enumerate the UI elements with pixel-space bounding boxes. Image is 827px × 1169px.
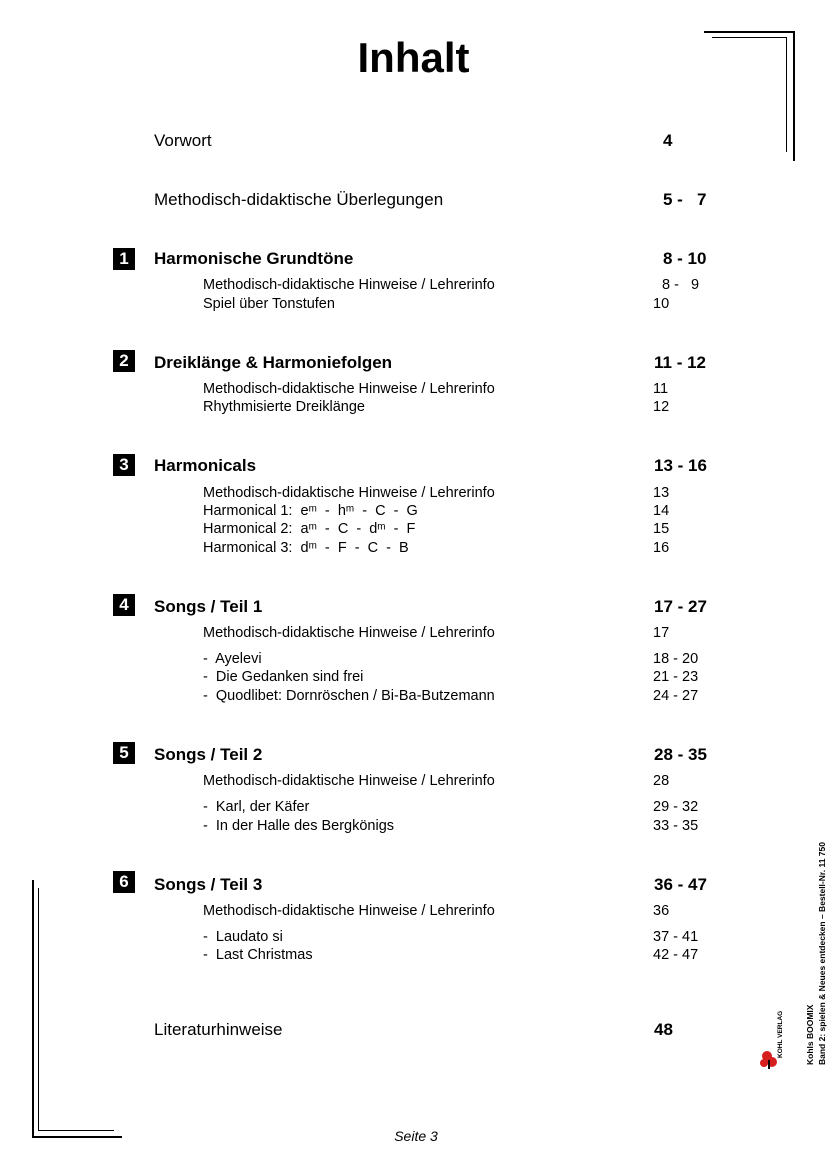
chapter-5-item-1-label: Methodisch-didaktische Hinweise / Lehrerinfo <box>203 773 495 789</box>
chapter-4-title: Songs / Teil 1 <box>154 597 263 616</box>
chapter-3-item-2-label: Harmonical 1: eᵐ - hᵐ - C - G <box>203 503 418 519</box>
chapter-6-item-2-label: - Laudato si <box>203 929 283 945</box>
chapter-5-title: Songs / Teil 2 <box>154 745 263 764</box>
frame-bottom-left-line-1 <box>32 880 34 1138</box>
chapter-2-number-badge: 2 <box>113 350 135 372</box>
chapter-6-title: Songs / Teil 3 <box>154 875 263 894</box>
chapter-3-item-3-label: Harmonical 2: aᵐ - C - dᵐ - F <box>203 521 416 537</box>
frame-bottom-left-line-3 <box>38 888 39 1131</box>
logo-text: KOHL VERLAG <box>777 1010 784 1058</box>
entry-ueberlegungen-pages: 5 - 7 <box>663 190 707 209</box>
chapter-6-item-1-label: Methodisch-didaktische Hinweise / Lehrerinfo <box>203 903 495 919</box>
chapter-1-item-2-pages: 10 <box>653 296 670 312</box>
publisher-logo <box>758 1010 788 1070</box>
chapter-1-pages: 8 - 10 <box>663 249 707 268</box>
chapter-1-item-1-pages: 8 - 9 <box>662 277 700 293</box>
chapter-6-pages: 36 - 47 <box>654 875 707 894</box>
chapter-2-item-2-label: Rhythmisierte Dreiklänge <box>203 399 365 415</box>
chapter-6-number-badge: 6 <box>113 871 135 893</box>
frame-top-right-line-1 <box>704 31 795 33</box>
chapter-2-item-2-pages: 12 <box>653 399 670 415</box>
side-series-name: Kohls BOOMIX <box>805 1004 815 1065</box>
chapter-5-pages: 28 - 35 <box>654 745 707 764</box>
entry-vorwort-pages: 4 <box>663 131 673 150</box>
side-publisher-info <box>804 842 827 1065</box>
kohl-logo-icon <box>758 1010 788 1070</box>
chapter-6-item-3-label: - Last Christmas <box>203 947 313 963</box>
chapter-2-pages: 11 - 12 <box>654 353 706 372</box>
chapter-2-item-1-pages: 11 <box>653 381 669 397</box>
chapter-4-item-4-label: - Quodlibet: Dornröschen / Bi-Ba-Butzemann <box>203 688 495 704</box>
chapter-6-item-2-pages: 37 - 41 <box>653 929 699 945</box>
chapter-3-item-1-label: Methodisch-didaktische Hinweise / Lehrerinfo <box>203 485 495 501</box>
chapter-1-number-badge: 1 <box>113 248 135 270</box>
chapter-5-item-3-label: - In der Halle des Bergkönigs <box>203 818 395 834</box>
chapter-1-item-1-label: Methodisch-didaktische Hinweise / Lehrerinfo <box>203 277 495 293</box>
chapter-5-number-badge: 5 <box>113 742 135 764</box>
page-title: Inhalt <box>357 34 470 81</box>
chapter-5-item-3-pages: 33 - 35 <box>653 818 699 834</box>
chapter-4-item-1-label: Methodisch-didaktische Hinweise / Lehrerinfo <box>203 625 495 641</box>
entry-vorwort-label: Vorwort <box>154 131 212 150</box>
entry-ueberlegungen-label: Methodisch-didaktische Überlegungen <box>154 190 444 209</box>
chapter-2-title: Dreiklänge & Harmoniefolgen <box>154 353 393 372</box>
chapter-4-item-2-pages: 18 - 20 <box>653 651 699 667</box>
chapter-4-item-3-pages: 21 - 23 <box>653 669 699 685</box>
chapter-4-item-2-label: - Ayelevi <box>203 651 262 667</box>
chapter-4-item-3-label: - Die Gedanken sind frei <box>203 669 364 685</box>
page-footer: Seite 3 <box>394 1128 438 1144</box>
chapter-5-item-2-label: - Karl, der Käfer <box>203 799 310 815</box>
entry-literatur-pages: 48 <box>654 1020 673 1039</box>
chapter-4-pages: 17 - 27 <box>654 597 707 616</box>
chapter-3-title: Harmonicals <box>154 456 257 475</box>
chapter-3-item-4-label: Harmonical 3: dᵐ - F - C - B <box>203 540 409 556</box>
side-volume-info: Band 2: spielen & Neues entdecken – Bestell-Nr. 11 750 <box>817 842 827 1065</box>
chapter-4-item-4-pages: 24 - 27 <box>653 688 699 704</box>
chapter-1-title: Harmonische Grundtöne <box>154 249 354 268</box>
chapter-3-item-1-pages: 13 <box>653 485 670 501</box>
entry-literatur-label: Literaturhinweise <box>154 1020 283 1039</box>
chapter-6-item-1-pages: 36 <box>653 903 670 919</box>
chapter-4-number-badge: 4 <box>113 594 135 616</box>
chapter-3-item-4-pages: 16 <box>653 540 670 556</box>
chapter-6-item-3-pages: 42 - 47 <box>653 947 699 963</box>
chapter-4-item-1-pages: 17 <box>653 625 670 641</box>
chapter-1-item-2-label: Spiel über Tonstufen <box>203 296 335 312</box>
chapter-5-item-1-pages: 28 <box>653 773 670 789</box>
chapter-3-pages: 13 - 16 <box>654 456 707 475</box>
chapter-2-item-1-label: Methodisch-didaktische Hinweise / Lehrerinfo <box>203 381 495 397</box>
chapter-3-item-2-pages: 14 <box>653 503 670 519</box>
chapter-3-item-3-pages: 15 <box>653 521 670 537</box>
chapter-3-number-badge: 3 <box>113 454 135 476</box>
chapter-5-item-2-pages: 29 - 32 <box>653 799 699 815</box>
